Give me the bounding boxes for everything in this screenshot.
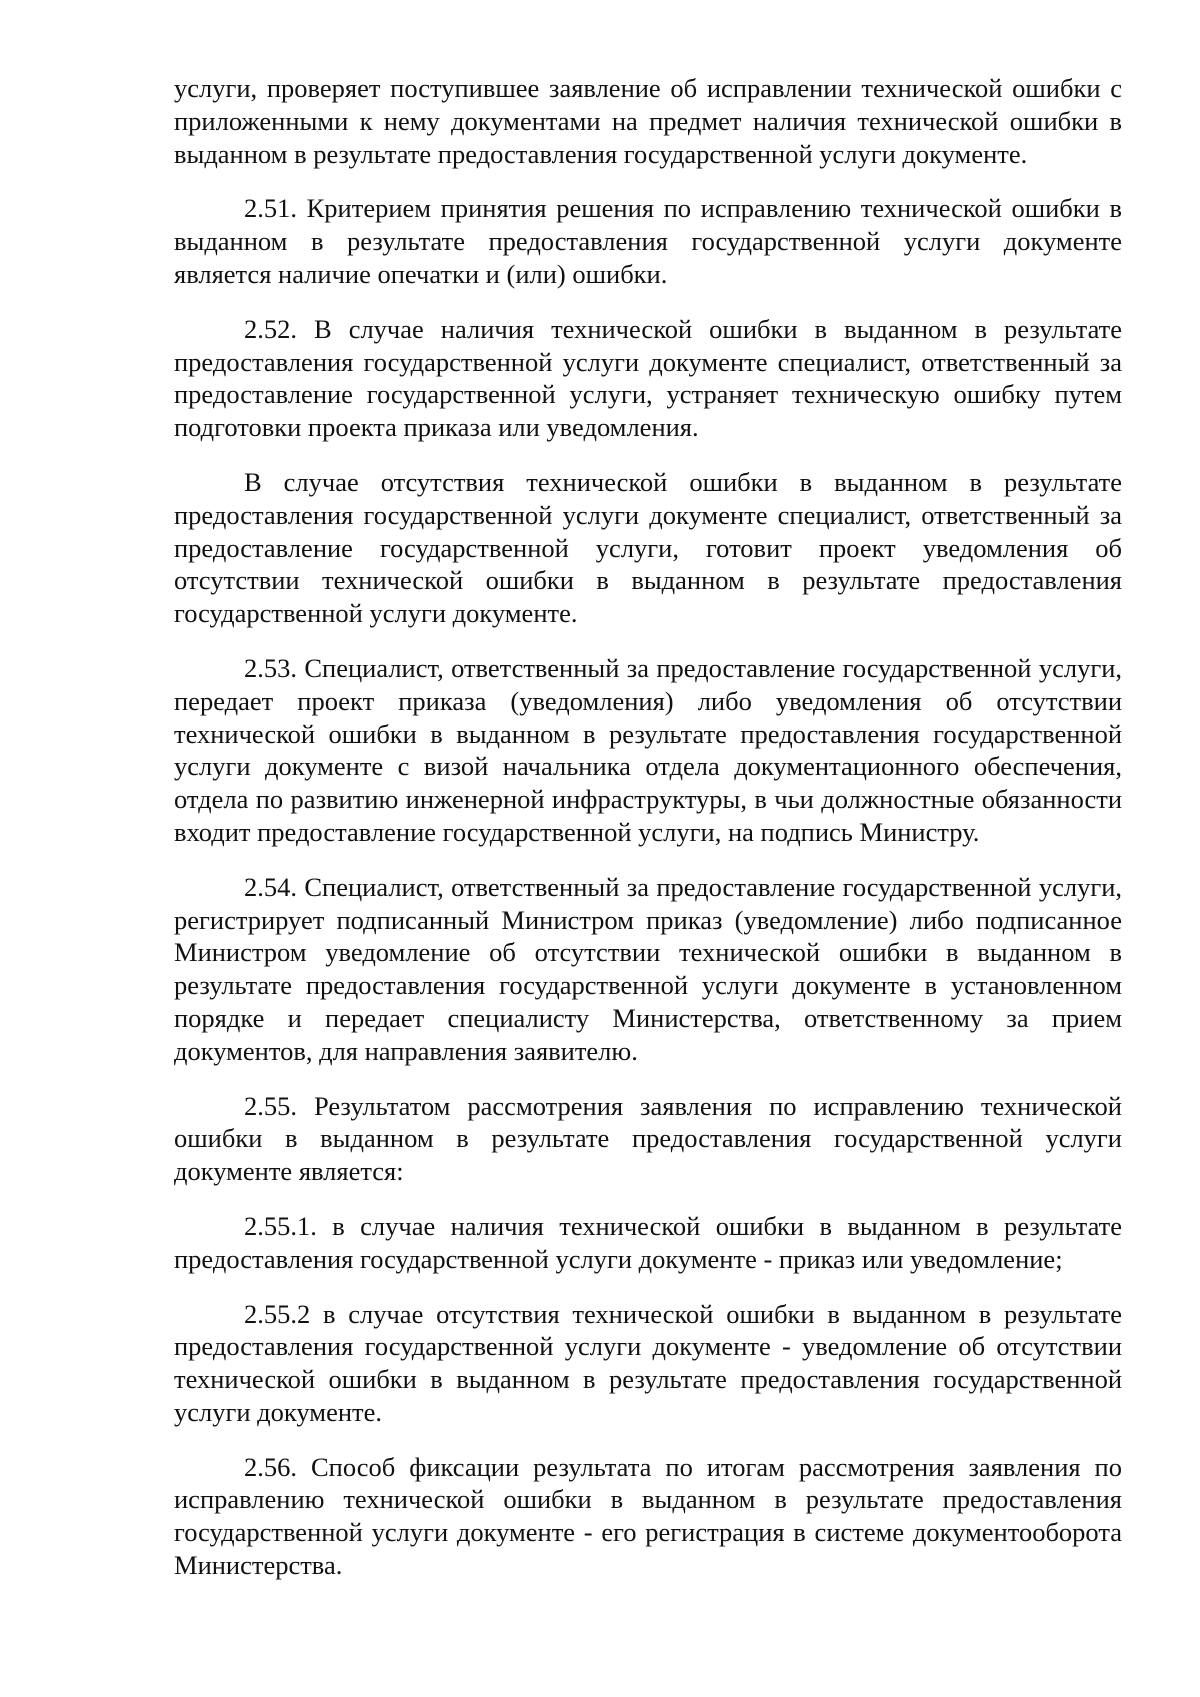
paragraph-2-53: 2.53. Специалист, ответственный за предоставление государственной услуги, передает проект приказа (уведомления) либо уведомления об отсутствии технической ошибки в выданном в результате предоставления государственной услуги документе с визой начальника отдела документационного обеспечения, отдела по развитию инженерной инфраструктуры, в чьи должностные обязанности входит предоставление государственной услуги, на подпись Министру. bbox=[174, 652, 1122, 847]
paragraph-2-55-2: 2.55.2 в случае отсутствия технической ошибки в выданном в результате предоставления государственной услуги документе - уведомление об отсутствии технической ошибки в выданном в результате предоставления государственной услуги документе. bbox=[174, 1298, 1122, 1427]
paragraph-2-55-1: 2.55.1. в случае наличия технической ошибки в выданном в результате предоставления государственной услуги документе - приказ или уведомление; bbox=[174, 1210, 1122, 1274]
paragraph-2-51: 2.51. Критерием принятия решения по исправлению технической ошибки в выданном в результате предоставления государственной услуги документе является наличие опечатки и (или) ошибки. bbox=[174, 193, 1122, 289]
document-page bbox=[174, 72, 1122, 1604]
paragraph-2-56: 2.56. Способ фиксации результата по итогам рассмотрения заявления по исправлению технической ошибки в выданном в результате предоставления государственной услуги документе - его регистрация в системе документооборота Министерства. bbox=[174, 1451, 1122, 1581]
paragraph-2-52-absence: В случае отсутствия технической ошибки в выданном в результате предоставления государственной услуги документе специалист, ответственный за предоставление государственной услуги, готовит проект уведомления об отсутствии технической ошибки в выданном в результате предоставления государственной услуги документе. bbox=[174, 466, 1122, 629]
paragraph-2-52: 2.52. В случае наличия технической ошибки в выданном в результате предоставления государственной услуги документе специалист, ответственный за предоставление государственной услуги, устраняет техническую ошибку путем подготовки проекта приказа или уведомления. bbox=[174, 313, 1122, 443]
paragraph-2-55: 2.55. Результатом рассмотрения заявления по исправлению технической ошибки в выданном в результате предоставления государственной услуги документе является: bbox=[174, 1090, 1122, 1187]
paragraph-continuation: услуги, проверяет поступившее заявление об исправлении технической ошибки с приложенными к нему документами на предмет наличия технической ошибки в выданном в результате предоставления государственной услуги документе. bbox=[174, 73, 1122, 169]
paragraph-2-54: 2.54. Специалист, ответственный за предоставление государственной услуги, регистрирует подписанный Министром приказ (уведомление) либо подписанное Министром уведомление об отсутствии технической ошибки в выданном в результате предоставления государственной услуги документе в установленном порядке и передает специалисту Министерства, ответственному за прием документов, для направления заявителю. bbox=[174, 871, 1122, 1066]
